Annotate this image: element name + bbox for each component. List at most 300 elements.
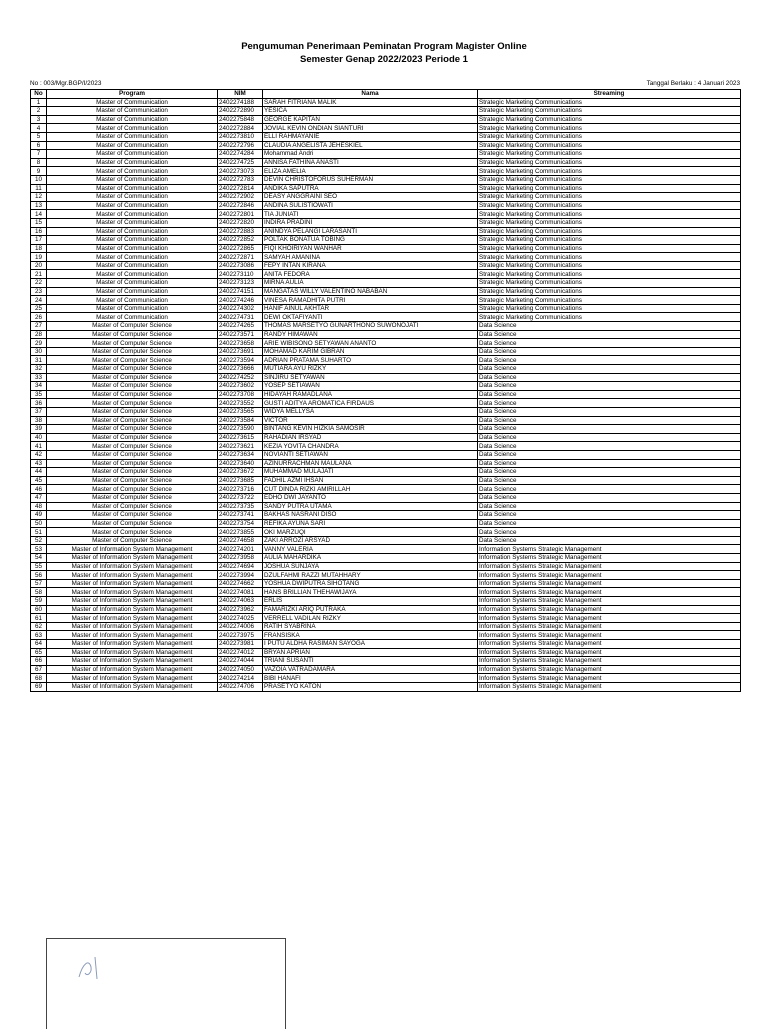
cell-program: Master of Information System Management — [47, 597, 218, 606]
cell-nama: ANDIKA SAPUTRA — [263, 184, 478, 193]
cell-no: 47 — [31, 493, 47, 502]
cell-nim: 2402273855 — [218, 528, 263, 537]
table-row — [31, 648, 741, 657]
cell-no: 27 — [31, 322, 47, 331]
cell-nim: 2402272883 — [218, 227, 263, 236]
cell-nama: HANIF AINUL AKHTAR — [263, 304, 478, 313]
cell-streaming: Strategic Marketing Communications — [478, 132, 741, 141]
cell-nim: 2402275848 — [218, 115, 263, 124]
cell-streaming: Data Science — [478, 382, 741, 391]
cell-streaming: Strategic Marketing Communications — [478, 253, 741, 262]
table-row — [31, 304, 741, 313]
cell-nim: 2402274284 — [218, 150, 263, 159]
cell-nim: 2402272884 — [218, 124, 263, 133]
cell-streaming: Information Systems Strategic Management — [478, 562, 741, 571]
cell-nim: 2402272871 — [218, 253, 263, 262]
cell-nama: MUHAMMAD MULAJATI — [263, 468, 478, 477]
cell-nim: 2402273594 — [218, 356, 263, 365]
table-row — [31, 502, 741, 511]
cell-program: Master of Communication — [47, 107, 218, 116]
table-row — [31, 442, 741, 451]
cell-program: Master of Communication — [47, 261, 218, 270]
cell-nama: YOSHUA DWIPUTRA SIHOTANG — [263, 579, 478, 588]
cell-streaming: Strategic Marketing Communications — [478, 201, 741, 210]
cell-no: 37 — [31, 407, 47, 416]
cell-nim: 2402273552 — [218, 399, 263, 408]
table-row — [31, 132, 741, 141]
cell-program: Master of Computer Science — [47, 365, 218, 374]
table-row — [31, 141, 741, 150]
cell-nim: 2402273975 — [218, 631, 263, 640]
cell-nama: YESICA — [263, 107, 478, 116]
table-row — [31, 296, 741, 305]
cell-streaming: Information Systems Strategic Management — [478, 554, 741, 563]
cell-nama: POLTAK BONATUA TOBING — [263, 236, 478, 245]
cell-nama: JOVIAL KEVIN ONDIAN SIANTURI — [263, 124, 478, 133]
cell-program: Master of Communication — [47, 210, 218, 219]
cell-no: 17 — [31, 236, 47, 245]
cell-nama: DEVIN CHRISTOFORUS SUHERMAN — [263, 175, 478, 184]
cell-program: Master of Communication — [47, 115, 218, 124]
cell-no: 10 — [31, 175, 47, 184]
cell-program: Master of Computer Science — [47, 536, 218, 545]
cell-streaming: Data Science — [478, 330, 741, 339]
cell-nama: SARAH FITRIANA MALIK — [263, 98, 478, 107]
cell-nama: ANINDYA PELANGI LARASANTI — [263, 227, 478, 236]
cell-program: Master of Computer Science — [47, 468, 218, 477]
cell-streaming: Strategic Marketing Communications — [478, 184, 741, 193]
cell-nama: EDHO DWI JAYANTO — [263, 493, 478, 502]
cell-nama: VAZOIA VATRADAMARA — [263, 665, 478, 674]
cell-nim: 2402274063 — [218, 597, 263, 606]
cell-no: 16 — [31, 227, 47, 236]
cell-no: 53 — [31, 545, 47, 554]
table-row — [31, 253, 741, 262]
cell-program: Master of Communication — [47, 98, 218, 107]
cell-streaming: Information Systems Strategic Management — [478, 665, 741, 674]
cell-no: 55 — [31, 562, 47, 571]
cell-nim: 2402274044 — [218, 657, 263, 666]
cell-no: 49 — [31, 511, 47, 520]
table-row — [31, 579, 741, 588]
cell-no: 13 — [31, 201, 47, 210]
admission-table — [30, 89, 741, 692]
cell-no: 40 — [31, 433, 47, 442]
cell-nama: ZAKI ARROZI ARSYAD — [263, 536, 478, 545]
cell-nim: 2402274694 — [218, 562, 263, 571]
cell-program: Master of Information System Management — [47, 622, 218, 631]
table-row — [31, 571, 741, 580]
cell-streaming: Strategic Marketing Communications — [478, 270, 741, 279]
cell-program: Master of Communication — [47, 304, 218, 313]
cell-nim: 2402273123 — [218, 279, 263, 288]
cell-program: Master of Information System Management — [47, 579, 218, 588]
cell-program: Master of Computer Science — [47, 322, 218, 331]
cell-no: 1 — [31, 98, 47, 107]
table-row — [31, 657, 741, 666]
cell-nim: 2402273590 — [218, 425, 263, 434]
cell-nama: TRIANI SUSANTI — [263, 657, 478, 666]
cell-no: 43 — [31, 459, 47, 468]
cell-streaming: Data Science — [478, 399, 741, 408]
table-row — [31, 382, 741, 391]
cell-program: Master of Communication — [47, 270, 218, 279]
cell-streaming: Data Science — [478, 502, 741, 511]
cell-streaming: Strategic Marketing Communications — [478, 244, 741, 253]
table-row — [31, 390, 741, 399]
cell-program: Master of Computer Science — [47, 382, 218, 391]
table-row — [31, 511, 741, 520]
table-header-row — [31, 90, 741, 99]
table-row — [31, 158, 741, 167]
cell-no: 2 — [31, 107, 47, 116]
table-row — [31, 476, 741, 485]
cell-program: Master of Communication — [47, 313, 218, 322]
table-row — [31, 416, 741, 425]
cell-program: Master of Computer Science — [47, 373, 218, 382]
cell-no: 58 — [31, 588, 47, 597]
table-row — [31, 124, 741, 133]
table-row — [31, 227, 741, 236]
cell-nama: VINESA RAMADHITA PUTRI — [263, 296, 478, 305]
cell-no: 7 — [31, 150, 47, 159]
cell-nim: 2402273658 — [218, 339, 263, 348]
cell-nim: 2402273708 — [218, 390, 263, 399]
cell-nim: 2402274302 — [218, 304, 263, 313]
cell-program: Master of Computer Science — [47, 433, 218, 442]
cell-nim: 2402274662 — [218, 579, 263, 588]
cell-no: 25 — [31, 304, 47, 313]
cell-no: 26 — [31, 313, 47, 322]
cell-nim: 2402273981 — [218, 640, 263, 649]
cell-nama: OKI MARZUQI — [263, 528, 478, 537]
cell-nama: HIDAYAH RAMADLANA — [263, 390, 478, 399]
cell-program: Master of Information System Management — [47, 657, 218, 666]
column-header-nim: NIM — [218, 90, 263, 99]
cell-nim: 2402273602 — [218, 382, 263, 391]
cell-no: 61 — [31, 614, 47, 623]
cell-nama: JOSHUA SUNJAYA — [263, 562, 478, 571]
cell-program: Master of Computer Science — [47, 407, 218, 416]
table-row — [31, 236, 741, 245]
table-row — [31, 562, 741, 571]
cell-no: 63 — [31, 631, 47, 640]
cell-program: Master of Information System Management — [47, 545, 218, 554]
table-row — [31, 107, 741, 116]
column-header-program: Program — [47, 90, 218, 99]
cell-no: 35 — [31, 390, 47, 399]
cell-no: 41 — [31, 442, 47, 451]
cell-streaming: Data Science — [478, 347, 741, 356]
table-row — [31, 622, 741, 631]
cell-nama: DEASY ANGGRAINI SEO — [263, 193, 478, 202]
cell-nim: 2402274188 — [218, 98, 263, 107]
table-row — [31, 588, 741, 597]
cell-program: Master of Communication — [47, 236, 218, 245]
cell-nim: 2402273640 — [218, 459, 263, 468]
cell-streaming: Strategic Marketing Communications — [478, 218, 741, 227]
cell-nim: 2402272796 — [218, 141, 263, 150]
cell-nama: WIDYA MELLYSA — [263, 407, 478, 416]
table-row — [31, 244, 741, 253]
cell-nama: NOVIANTI SETIAWAN — [263, 450, 478, 459]
cell-streaming: Strategic Marketing Communications — [478, 167, 741, 176]
cell-program: Master of Computer Science — [47, 356, 218, 365]
cell-streaming: Strategic Marketing Communications — [478, 236, 741, 245]
cell-nama: BIBI HANAFI — [263, 674, 478, 683]
cell-no: 14 — [31, 210, 47, 219]
table-row — [31, 407, 741, 416]
cell-no: 60 — [31, 605, 47, 614]
cell-nim: 2402273810 — [218, 132, 263, 141]
cell-streaming: Strategic Marketing Communications — [478, 227, 741, 236]
cell-program: Master of Information System Management — [47, 665, 218, 674]
cell-nama: BAKHAS NASRANI DISO — [263, 511, 478, 520]
cell-nim: 2402274706 — [218, 682, 263, 691]
table-row — [31, 493, 741, 502]
cell-no: 31 — [31, 356, 47, 365]
cell-no: 5 — [31, 132, 47, 141]
cell-nim: 2402274006 — [218, 622, 263, 631]
cell-streaming: Data Science — [478, 459, 741, 468]
cell-nama: SANDY PUTRA UTAMA — [263, 502, 478, 511]
table-row — [31, 468, 741, 477]
cell-streaming: Data Science — [478, 511, 741, 520]
cell-nim: 2402273754 — [218, 519, 263, 528]
cell-program: Master of Information System Management — [47, 554, 218, 563]
cell-nim: 2402274214 — [218, 674, 263, 683]
cell-nama: I PUTU ALDHA RASIMAN SAYOGA — [263, 640, 478, 649]
cell-no: 20 — [31, 261, 47, 270]
cell-no: 66 — [31, 657, 47, 666]
table-row — [31, 373, 741, 382]
cell-nim: 2402273958 — [218, 554, 263, 563]
cell-nama: Mohammad Andri — [263, 150, 478, 159]
cell-program: Master of Computer Science — [47, 502, 218, 511]
cell-no: 54 — [31, 554, 47, 563]
cell-nim: 2402274658 — [218, 536, 263, 545]
table-row — [31, 356, 741, 365]
cell-program: Master of Information System Management — [47, 571, 218, 580]
cell-program: Master of Information System Management — [47, 640, 218, 649]
cell-streaming: Information Systems Strategic Management — [478, 648, 741, 657]
cell-no: 67 — [31, 665, 47, 674]
cell-no: 44 — [31, 468, 47, 477]
cell-program: Master of Information System Management — [47, 674, 218, 683]
cell-streaming: Strategic Marketing Communications — [478, 210, 741, 219]
cell-no: 57 — [31, 579, 47, 588]
table-row — [31, 330, 741, 339]
table-row — [31, 674, 741, 683]
cell-program: Master of Communication — [47, 150, 218, 159]
cell-nim: 2402273722 — [218, 493, 263, 502]
cell-no: 69 — [31, 682, 47, 691]
cell-nim: 2402273741 — [218, 511, 263, 520]
cell-nama: THOMAS MARSETYO GUNARTHONO SUWONOJATI — [263, 322, 478, 331]
cell-no: 3 — [31, 115, 47, 124]
cell-nim: 2402274731 — [218, 313, 263, 322]
cell-nama: ELIZA AMELIA — [263, 167, 478, 176]
cell-no: 36 — [31, 399, 47, 408]
column-header-no: No — [31, 90, 47, 99]
cell-program: Master of Communication — [47, 253, 218, 262]
cell-nama: REFIKA AYUNA SARI — [263, 519, 478, 528]
cell-streaming: Data Science — [478, 416, 741, 425]
cell-nim: 2402273691 — [218, 347, 263, 356]
cell-streaming: Information Systems Strategic Management — [478, 674, 741, 683]
cell-program: Master of Computer Science — [47, 442, 218, 451]
table-row — [31, 218, 741, 227]
cell-no: 52 — [31, 536, 47, 545]
cell-program: Master of Communication — [47, 201, 218, 210]
cell-streaming: Strategic Marketing Communications — [478, 313, 741, 322]
cell-nama: ANDINA SULISTIOWATI — [263, 201, 478, 210]
cell-nim: 2402274151 — [218, 287, 263, 296]
table-row — [31, 261, 741, 270]
cell-streaming: Data Science — [478, 365, 741, 374]
cell-streaming: Data Science — [478, 322, 741, 331]
cell-nama: DEWI OKTAFIYANTI — [263, 313, 478, 322]
table-row — [31, 536, 741, 545]
cell-nim: 2402272890 — [218, 107, 263, 116]
cell-nim: 2402273615 — [218, 433, 263, 442]
cell-nama: FEPY INTAN KIRANA — [263, 261, 478, 270]
cell-nim: 2402272865 — [218, 244, 263, 253]
cell-nama: CLAUDIA ANGELISTA JEHESKIEL — [263, 141, 478, 150]
cell-program: Master of Information System Management — [47, 614, 218, 623]
cell-program: Master of Communication — [47, 244, 218, 253]
cell-nama: AZINURRACHMAN MAULANA — [263, 459, 478, 468]
cell-nama: ANITA FEDORA — [263, 270, 478, 279]
table-row — [31, 210, 741, 219]
cell-nama: RAHADIAN IRSYAD — [263, 433, 478, 442]
cell-streaming: Information Systems Strategic Management — [478, 640, 741, 649]
cell-streaming: Strategic Marketing Communications — [478, 107, 741, 116]
cell-nim: 2402273110 — [218, 270, 263, 279]
cell-nama: FAMARIZKI ARIQ PUTRAKA — [263, 605, 478, 614]
cell-nim: 2402273666 — [218, 365, 263, 374]
cell-streaming: Strategic Marketing Communications — [478, 261, 741, 270]
cell-program: Master of Computer Science — [47, 485, 218, 494]
cell-no: 4 — [31, 124, 47, 133]
cell-nama: MOHAMAD KARIM GIBRAN — [263, 347, 478, 356]
cell-streaming: Data Science — [478, 373, 741, 382]
cell-nama: AULIA MAHARDIKA — [263, 554, 478, 563]
cell-nama: FIQI KHOIRIYAN WANHAR — [263, 244, 478, 253]
cell-nama: FRANSISKA — [263, 631, 478, 640]
document-subtitle: Semester Genap 2022/2023 Periode 1 — [300, 54, 468, 65]
cell-program: Master of Communication — [47, 124, 218, 133]
cell-no: 6 — [31, 141, 47, 150]
cell-streaming: Data Science — [478, 390, 741, 399]
cell-program: Master of Computer Science — [47, 390, 218, 399]
table-row — [31, 184, 741, 193]
cell-program: Master of Computer Science — [47, 511, 218, 520]
cell-streaming: Strategic Marketing Communications — [478, 279, 741, 288]
signature-mark — [75, 953, 135, 981]
cell-nama: TIA JUNIATI — [263, 210, 478, 219]
cell-nama: ADRIAN PRATAMA SUHARTO — [263, 356, 478, 365]
cell-streaming: Strategic Marketing Communications — [478, 124, 741, 133]
cell-nim: 2402273716 — [218, 485, 263, 494]
table-row — [31, 605, 741, 614]
cell-nama: MUTIARA AYU RIZKY — [263, 365, 478, 374]
cell-nama: GEORGE KAPITAN — [263, 115, 478, 124]
table-row — [31, 347, 741, 356]
cell-streaming: Data Science — [478, 528, 741, 537]
cell-nim: 2402272902 — [218, 193, 263, 202]
table-row — [31, 270, 741, 279]
table-row — [31, 519, 741, 528]
cell-streaming: Data Science — [478, 450, 741, 459]
cell-no: 45 — [31, 476, 47, 485]
cell-nama: INDIRA PRADINI — [263, 218, 478, 227]
cell-streaming: Information Systems Strategic Management — [478, 631, 741, 640]
table-row — [31, 528, 741, 537]
cell-no: 23 — [31, 287, 47, 296]
cell-streaming: Information Systems Strategic Management — [478, 579, 741, 588]
cell-nama: ANNISA FATHINA ANASTI — [263, 158, 478, 167]
cell-no: 29 — [31, 339, 47, 348]
cell-program: Master of Computer Science — [47, 347, 218, 356]
cell-nama: ELLI RAHMAYANIE — [263, 132, 478, 141]
cell-program: Master of Communication — [47, 296, 218, 305]
cell-streaming: Strategic Marketing Communications — [478, 141, 741, 150]
cell-streaming: Information Systems Strategic Management — [478, 545, 741, 554]
cell-nama: VERRELL VADILAN RIZKY — [263, 614, 478, 623]
cell-no: 30 — [31, 347, 47, 356]
table-row — [31, 399, 741, 408]
cell-nim: 2402274201 — [218, 545, 263, 554]
cell-nama: PRASETYO KATON — [263, 682, 478, 691]
cell-no: 34 — [31, 382, 47, 391]
cell-no: 15 — [31, 218, 47, 227]
table-row — [31, 640, 741, 649]
cell-no: 59 — [31, 597, 47, 606]
cell-nim: 2402274265 — [218, 322, 263, 331]
cell-nim: 2402273584 — [218, 416, 263, 425]
cell-program: Master of Communication — [47, 184, 218, 193]
cell-nama: YOSEP SETIAWAN — [263, 382, 478, 391]
cell-nim: 2402272852 — [218, 236, 263, 245]
cell-nim: 2402274025 — [218, 614, 263, 623]
cell-no: 33 — [31, 373, 47, 382]
cell-nama: ERLIS — [263, 597, 478, 606]
cell-nama: SINJIRU SETYAWAN — [263, 373, 478, 382]
table-row — [31, 115, 741, 124]
cell-program: Master of Computer Science — [47, 528, 218, 537]
cell-streaming: Information Systems Strategic Management — [478, 571, 741, 580]
cell-nim: 2402273962 — [218, 605, 263, 614]
cell-streaming: Data Science — [478, 468, 741, 477]
cell-no: 62 — [31, 622, 47, 631]
cell-nama: VANNY VALERIA — [263, 545, 478, 554]
cell-no: 42 — [31, 450, 47, 459]
cell-streaming: Data Science — [478, 433, 741, 442]
table-row — [31, 150, 741, 159]
cell-nim: 2402272801 — [218, 210, 263, 219]
table-row — [31, 365, 741, 374]
table-row — [31, 485, 741, 494]
cell-nim: 2402274725 — [218, 158, 263, 167]
cell-nim: 2402273621 — [218, 442, 263, 451]
cell-nama: FADHIL AZMI IHSAN — [263, 476, 478, 485]
cell-program: Master of Communication — [47, 193, 218, 202]
cell-streaming: Information Systems Strategic Management — [478, 622, 741, 631]
cell-program: Master of Information System Management — [47, 562, 218, 571]
table-row — [31, 98, 741, 107]
cell-nama: BRYAN APRIAN — [263, 648, 478, 657]
